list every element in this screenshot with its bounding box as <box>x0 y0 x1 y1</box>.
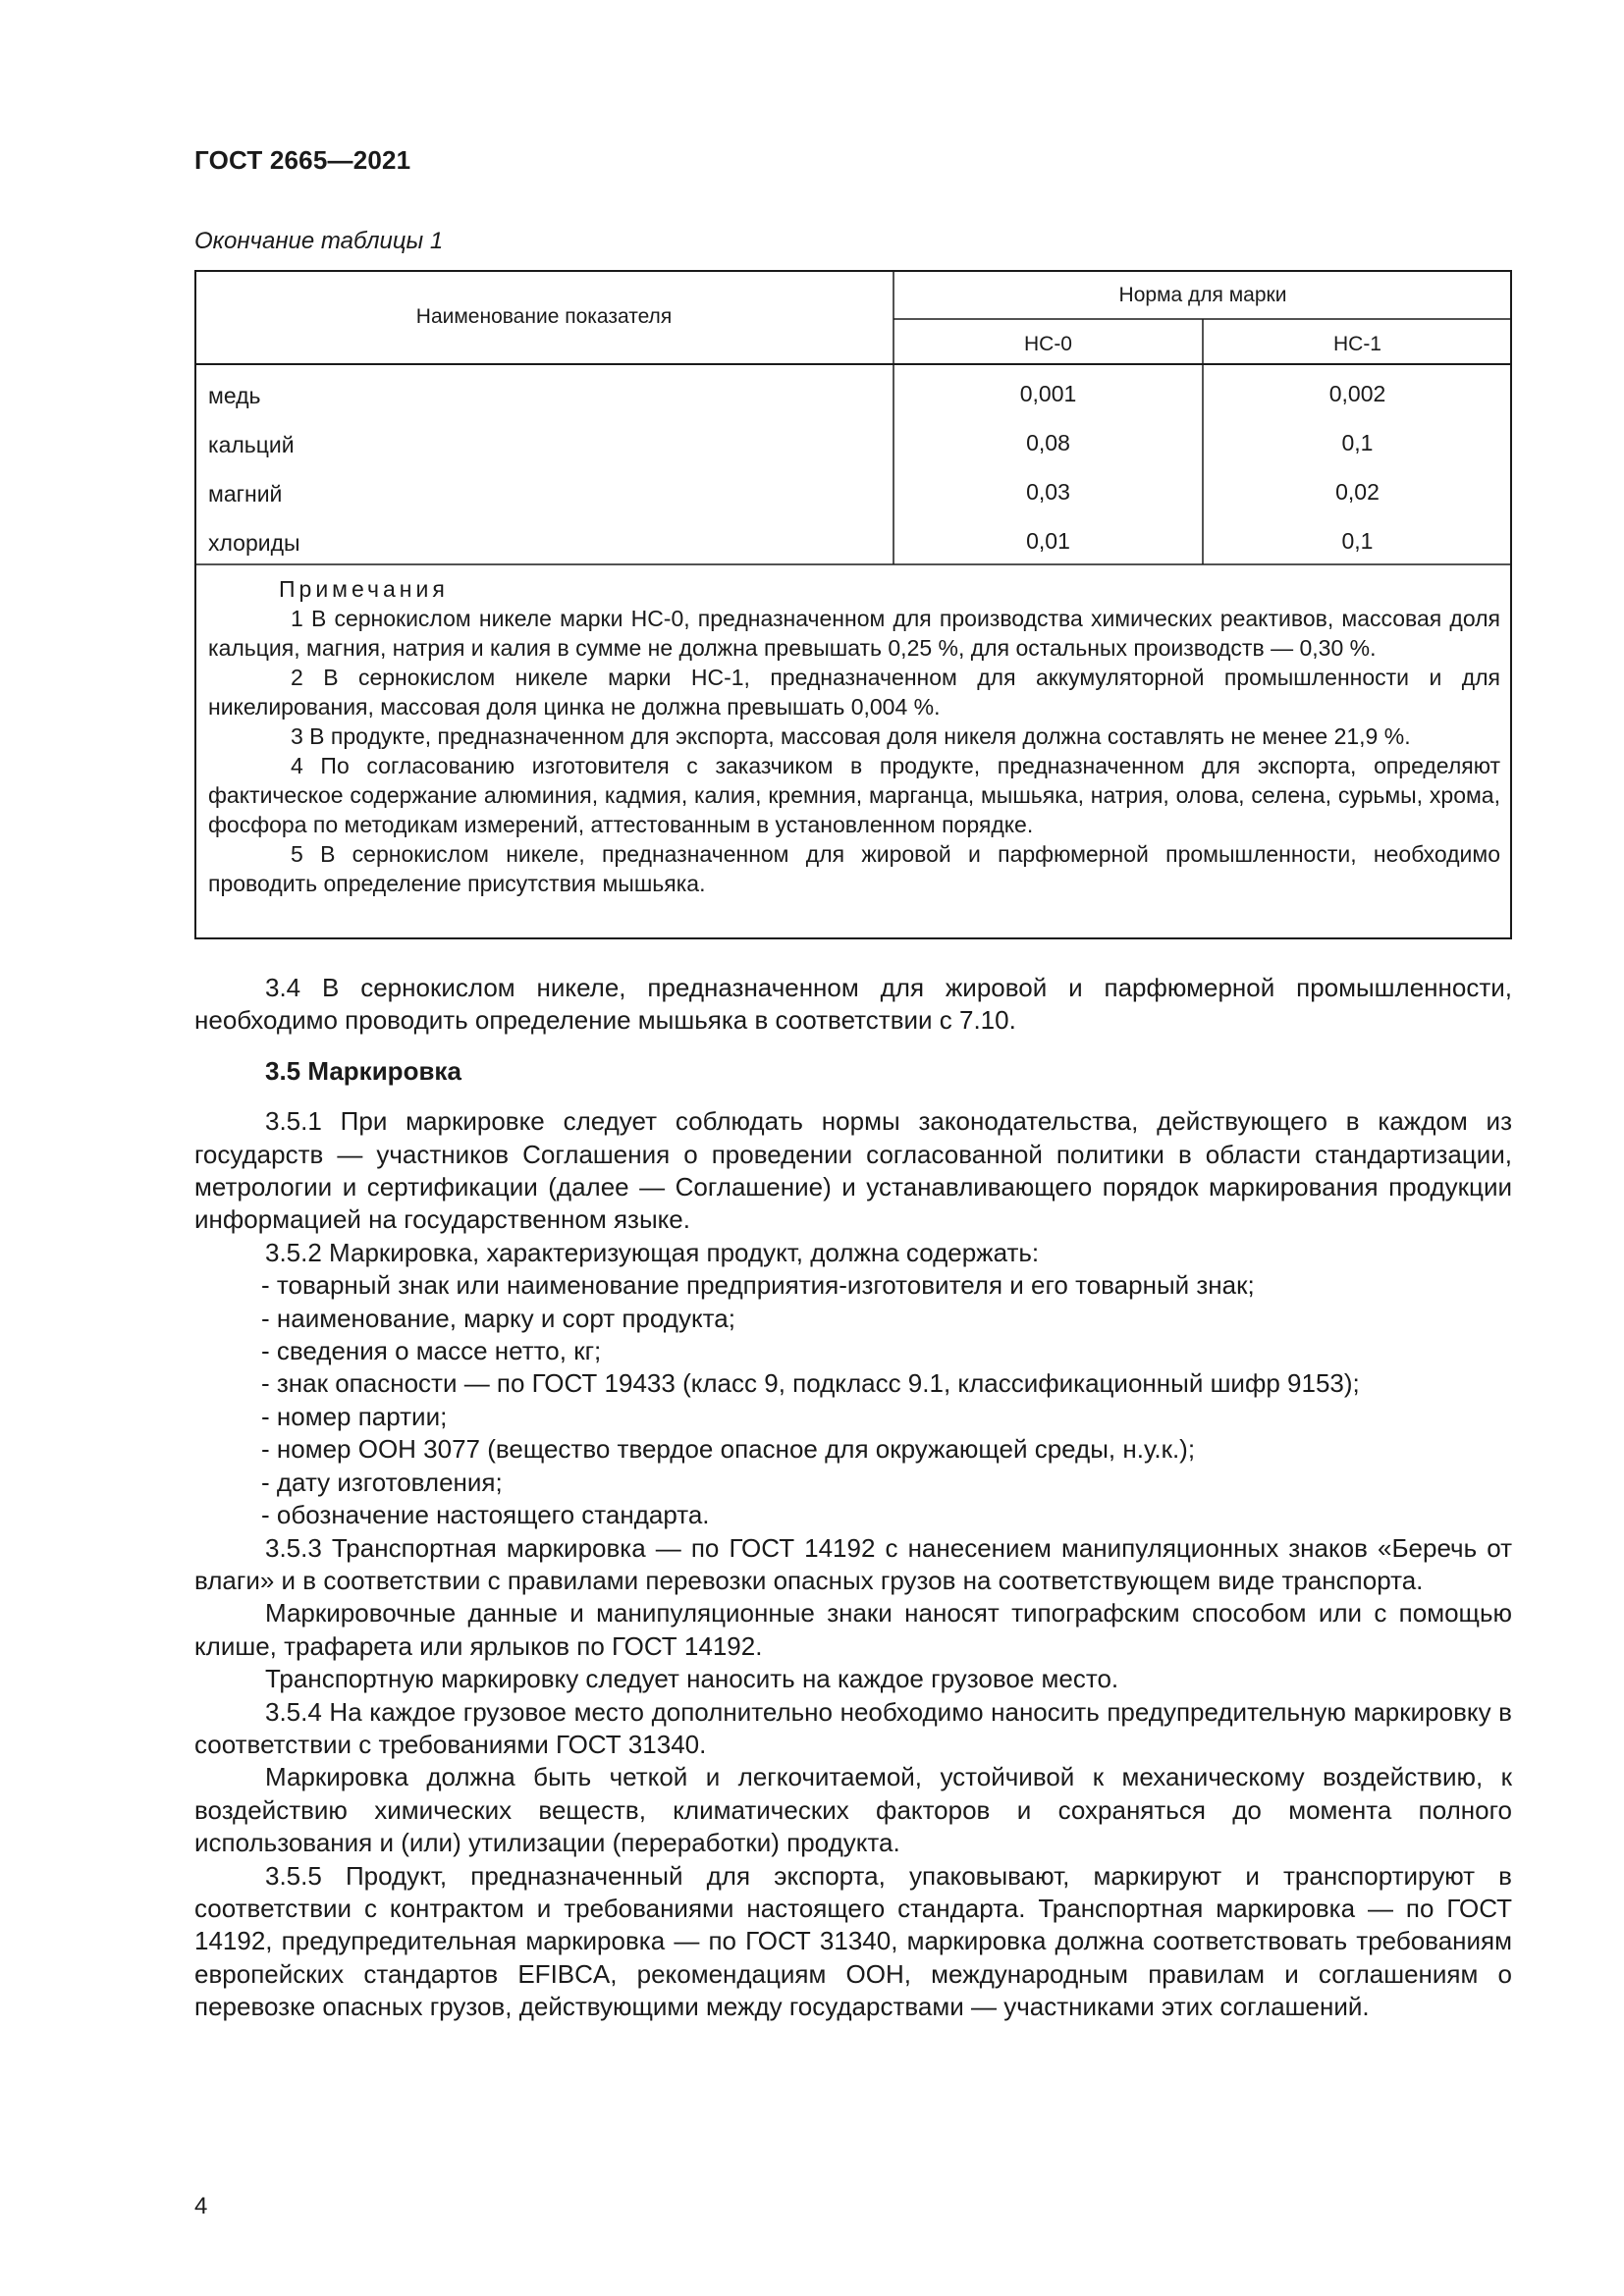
row-name: хлориды <box>208 530 300 556</box>
row-name: медь <box>208 383 261 408</box>
paragraph-3-5-4: 3.5.4 На каждое грузовое место дополнительно необходимо наносить предупредительную маркировку в соответствии с требованиями ГОСТ 31340. <box>194 1696 1512 1759</box>
note-item: 1 В сернокислом никеле марки НС-0, предназначенном для производства химических реактивов, массовая доля кальция, магния, натрия и калия в сумме не должна превышать 0,25 %, для остальных производств — 0,30 %. <box>208 606 1500 661</box>
list-item: - товарный знак или наименование предприятия-изготовителя и его товарный знак; <box>261 1270 1255 1301</box>
list-item: - номер партии; <box>261 1401 448 1431</box>
paragraph-3-4: 3.4 В сернокислом никеле, предназначенном для жировой и парфюмерной промышленности, необходимо проводить определение мышьяка в соответствии с 7.10. <box>194 973 1512 1036</box>
header-grade-ns1: НС-1 <box>1332 333 1381 355</box>
note-item: 2 В сернокислом никеле марки НС-1, предназначенном для аккумуляторной промышленности и для никелирования, массовая доля цинка не должна превышать 0,004 %. <box>208 665 1500 720</box>
note-item: 4 По согласованию изготовителя с заказчиком в продукте, предназначенном для экспорта, определяют фактическое содержание алюминия, кадмия, калия, кремния, марганца, мышьяка, натрия, олова, селена, сурьмы, хрома, фосфора по методикам измерений, аттестованным в установленном порядке. <box>208 753 1500 837</box>
paragraph-3-5-4-requirements: Маркировка должна быть четкой и легкочитаемой, устойчивой к механическому воздействию, к воздействию химических веществ, климатических факторов и сохраняться до момента полного использования и (или) утилизации (переработки) продукта. <box>194 1762 1512 1858</box>
table-caption: Окончание таблицы 1 <box>194 228 444 254</box>
paragraph-3-5-3-transport: Транспортную маркировку следует наносить на каждое грузовое место. <box>265 1664 1119 1694</box>
paragraph-3-5-3-marking-data: Маркировочные данные и манипуляционные знаки наносят типографским способом или с помощью клише, трафарета или ярлыков по ГОСТ 14192. <box>194 1598 1512 1661</box>
list-item: - наименование, марку и сорт продукта; <box>261 1303 735 1333</box>
list-item: - обозначение настоящего стандарта. <box>261 1500 710 1530</box>
paragraph-3-5-1: 3.5.1 При маркировке следует соблюдать нормы законодательства, действующего в каждом из государств — участников Соглашения о проведении согласованной политики в области стандартизации, метрологии и сертификации (далее — Соглашение) и устанавливающего порядок маркирования продукции информацией на государственном языке. <box>194 1106 1512 1235</box>
paragraph-3-5-2: 3.5.2 Маркировка, характеризующая продукт, должна содержать: <box>265 1237 1040 1267</box>
header-grade-ns0: НС-0 <box>1023 333 1072 355</box>
paragraph-3-5-3: 3.5.3 Транспортная маркировка — по ГОСТ 14192 с нанесением манипуляционных знаков «Беречь от влаги» и в соответствии с правилами перевозки опасных грузов на соответствующем виде транспорта. <box>194 1532 1512 1595</box>
row-value-ns1: 0,1 <box>1341 430 1374 455</box>
list-item: - знак опасности — по ГОСТ 19433 (класс 9, подкласс 9.1, классификационный шифр 9153); <box>261 1368 1360 1399</box>
header-grade-norm: Норма для марки <box>1118 284 1287 306</box>
row-name: кальций <box>208 432 295 457</box>
note-item: 3 В продукте, предназначенном для экспорта, массовая доля никеля должна составлять не менее 21,9 %. <box>291 723 1411 749</box>
body-text <box>194 972 1512 2024</box>
specification-table <box>194 270 1512 939</box>
list-item: - сведения о массе нетто, кг; <box>261 1336 602 1366</box>
row-value-ns1: 0,002 <box>1328 381 1386 406</box>
paragraph-3-5-5: 3.5.5 Продукт, предназначенный для экспорта, упаковывают, маркируют и транспортируют в соответствии с контрактом и требованиями настоящего стандарта. Транспортная маркировка — по ГОСТ 14192, предупредительная маркировка — по ГОСТ 31340, маркировка должна соответствовать требованиям европейских стандартов EFIBCA, рекомендациям ООН, международным правилам и соглашениям о перевозке опасных грузов, действующими между государствами — участниками этих соглашений. <box>194 1860 1512 2022</box>
notes-title: Примечания <box>279 576 449 602</box>
list-item: - дату изготовления; <box>261 1467 503 1497</box>
row-value-ns1: 0,1 <box>1341 528 1374 554</box>
note-item: 5 В сернокислом никеле, предназначенном для жировой и парфюмерной промышленности, необходимо проводить определение присутствия мышьяка. <box>208 841 1500 896</box>
row-value-ns0: 0,001 <box>1019 381 1077 406</box>
section-heading-3-5: 3.5 Маркировка <box>265 1055 461 1086</box>
row-value-ns0: 0,08 <box>1026 430 1070 455</box>
row-name: магний <box>208 481 283 507</box>
row-value-ns0: 0,01 <box>1026 528 1070 554</box>
row-value-ns0: 0,03 <box>1026 479 1070 505</box>
header-indicator-name: Наименование показателя <box>415 305 673 328</box>
document-header: ГОСТ 2665—2021 <box>194 145 411 175</box>
list-item: - номер ООН 3077 (вещество твердое опасное для окружающей среды, н.у.к.); <box>261 1434 1196 1465</box>
page-number: 4 <box>194 2193 208 2219</box>
row-value-ns1: 0,02 <box>1335 479 1380 505</box>
table-notes <box>208 574 1500 898</box>
